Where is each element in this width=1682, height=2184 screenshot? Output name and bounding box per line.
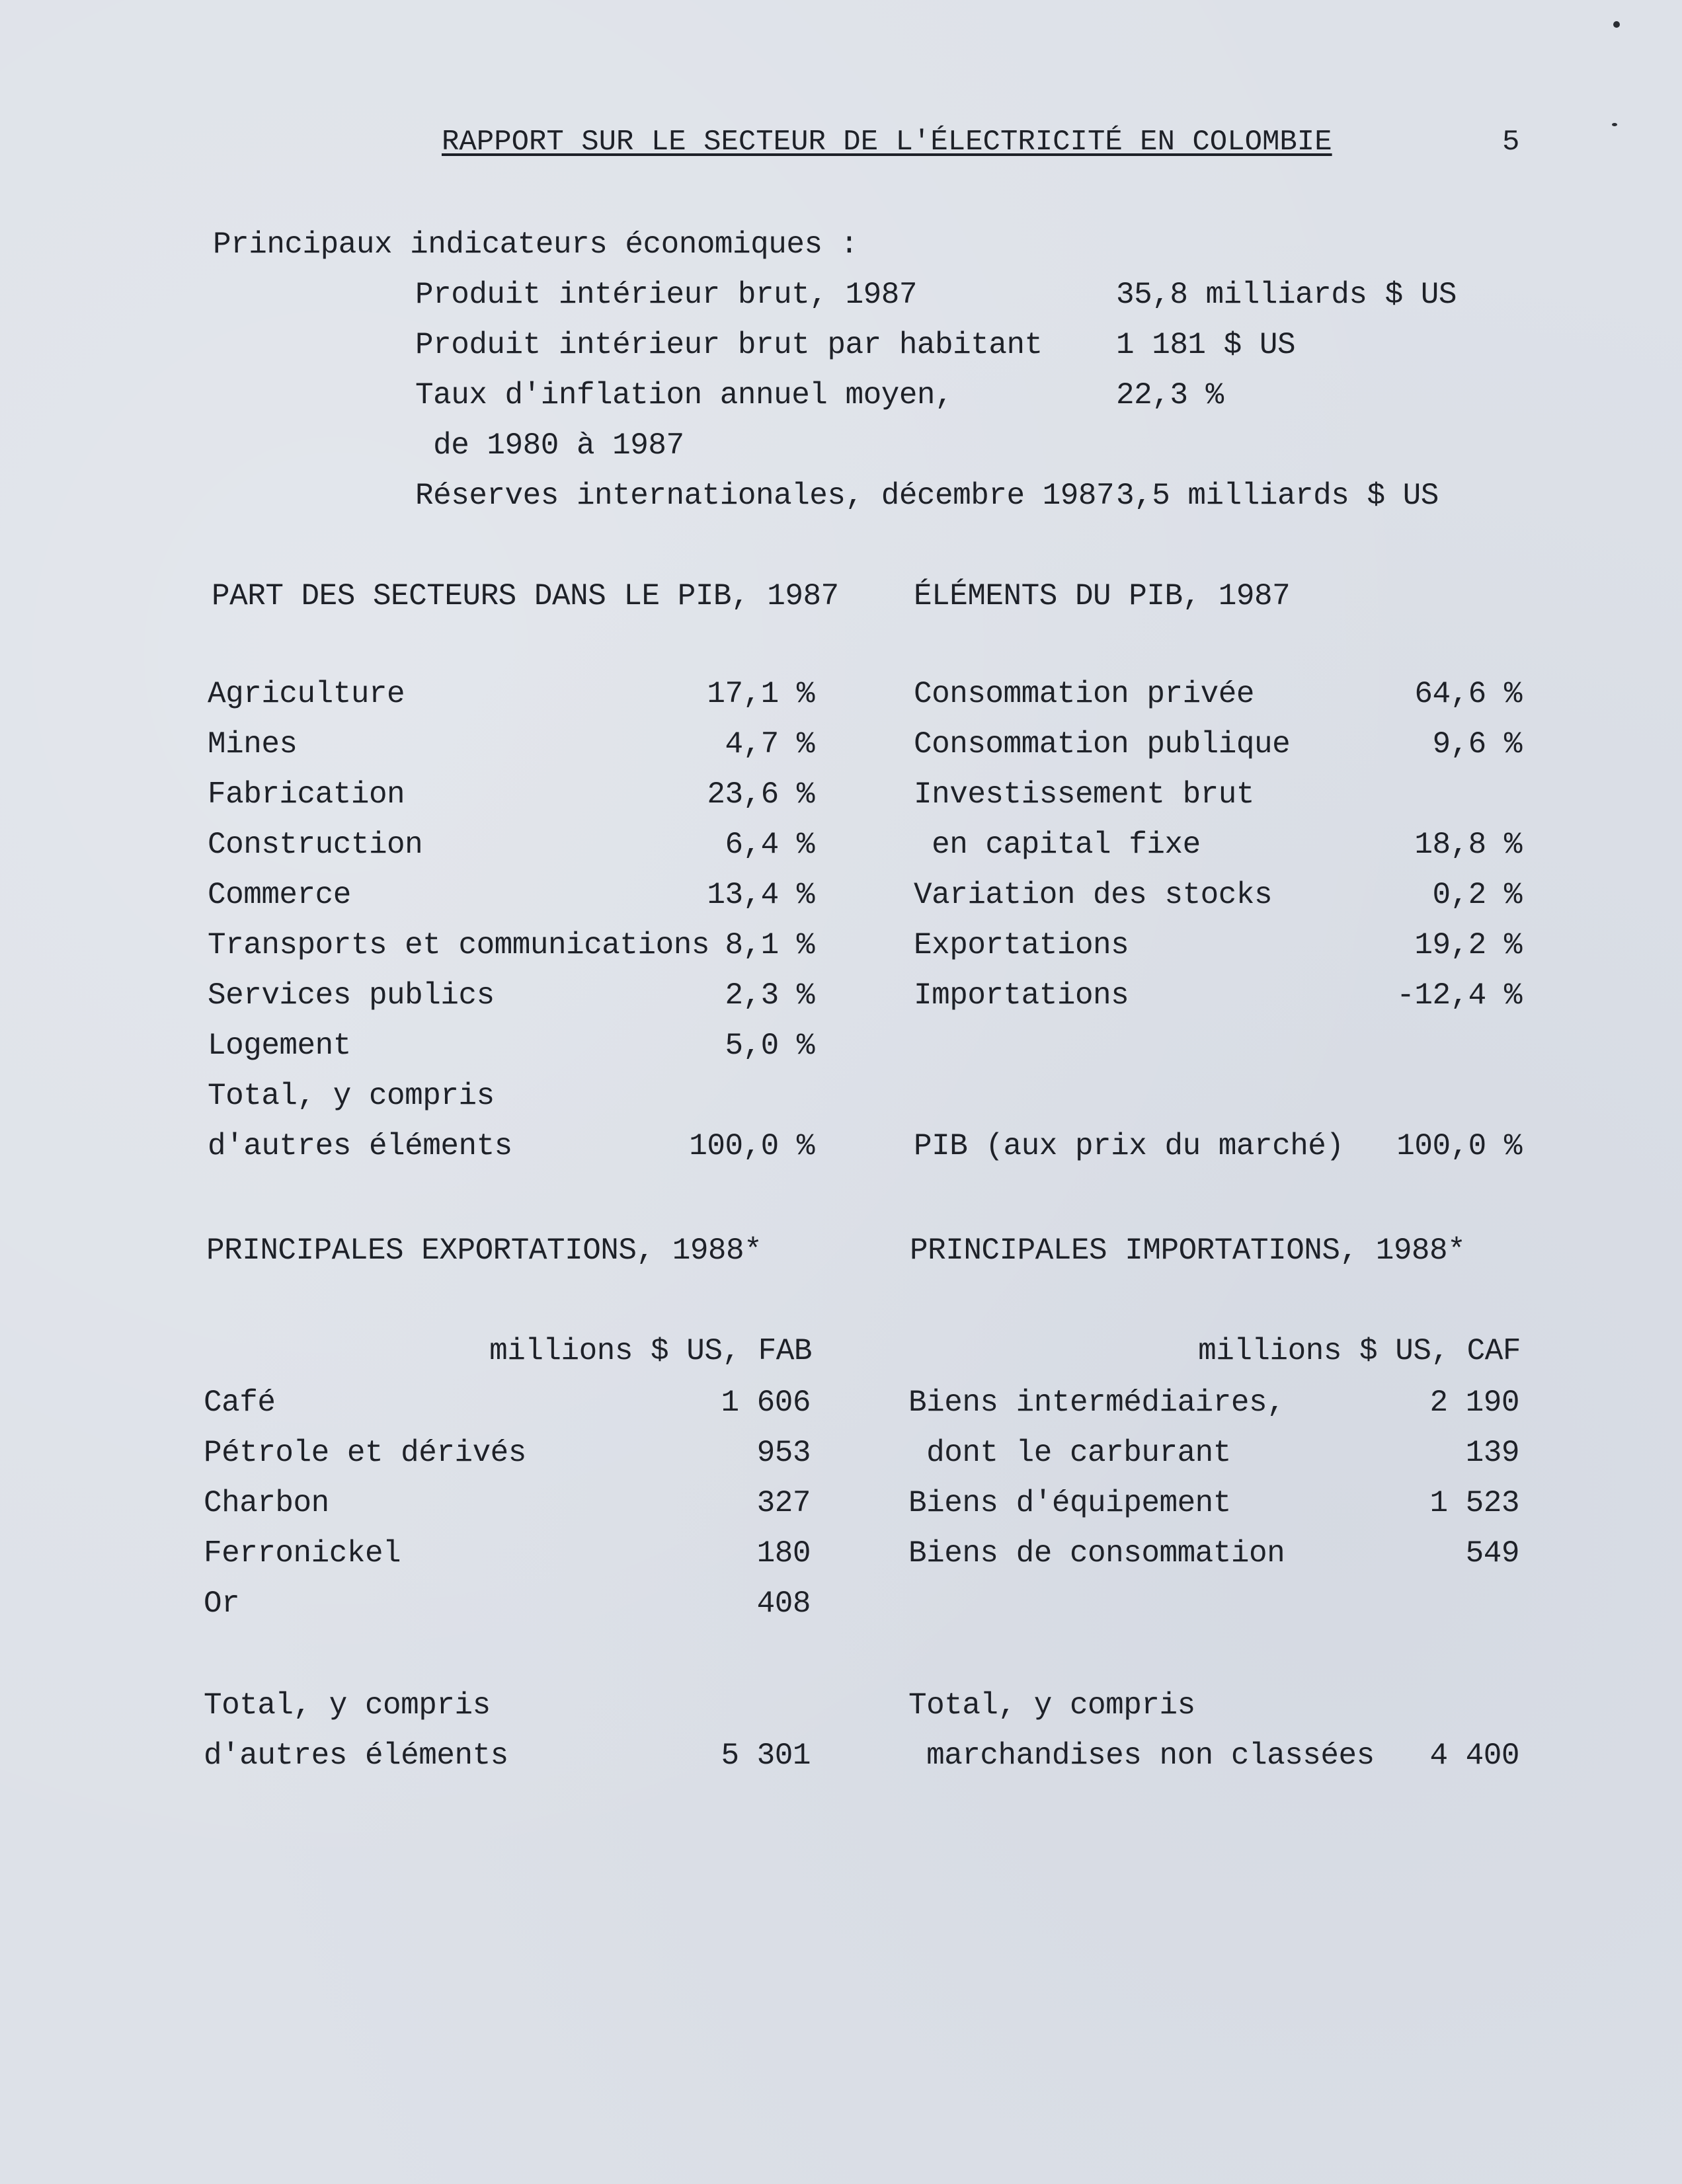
imports-total-value: 4 400 [1429, 1738, 1519, 1773]
gdp-element-value: 64,6 % [1414, 677, 1522, 711]
sector-value: 13,4 % [707, 878, 815, 912]
sector-label: Services publics [208, 978, 495, 1013]
export-value: 408 [756, 1586, 811, 1621]
indicator-value: 22,3 % [1116, 378, 1224, 412]
gdp-element-label: Consommation publique [914, 727, 1291, 761]
export-label: Or [204, 1586, 240, 1621]
gdp-element-value: 0,2 % [1432, 878, 1522, 912]
sector-value: 6,4 % [725, 828, 815, 862]
indicator-label: de 1980 à 1987 [415, 428, 684, 463]
sector-label: Mines [208, 727, 298, 761]
indicator-label: Taux d'inflation annuel moyen, [415, 378, 953, 412]
sector-value: 5,0 % [725, 1029, 815, 1063]
report-title: RAPPORT SUR LE SECTEUR DE L'ÉLECTRICITÉ EN COLOMBIE [442, 126, 1332, 159]
sector-label: Transports et communications [208, 928, 709, 962]
ink-speck [1613, 21, 1620, 28]
import-label: Biens de consommation [908, 1536, 1285, 1571]
gdp-element-label: Exportations [914, 928, 1129, 962]
sector-value: 100,0 % [689, 1129, 815, 1163]
exports-total-value: 5 301 [721, 1738, 811, 1773]
imports-heading: PRINCIPALES IMPORTATIONS, 1988* [910, 1233, 1466, 1268]
sector-label: Commerce [208, 878, 351, 912]
export-value: 327 [756, 1486, 811, 1520]
gdp-elements-heading: ÉLÉMENTS DU PIB, 1987 [914, 579, 1291, 613]
sector-label: Fabrication [208, 777, 405, 812]
imports-unit: millions $ US, CAF [1198, 1334, 1521, 1368]
gdp-element-label: en capital fixe [914, 828, 1201, 862]
export-label: Pétrole et dérivés [204, 1436, 526, 1470]
sector-label: Construction [208, 828, 423, 862]
indicator-value: 1 181 $ US [1116, 328, 1296, 362]
import-value: 139 [1465, 1436, 1519, 1470]
gdp-element-value: 100,0 % [1396, 1129, 1522, 1163]
exports-total-label: d'autres éléments [204, 1738, 508, 1773]
export-value: 180 [756, 1536, 811, 1571]
export-label: Ferronickel [204, 1536, 401, 1571]
exports-total-label: Total, y compris [204, 1688, 491, 1723]
gdp-element-value: 19,2 % [1414, 928, 1522, 962]
sector-label: Agriculture [208, 677, 405, 711]
exports-heading: PRINCIPALES EXPORTATIONS, 1988* [206, 1233, 762, 1268]
gdp-element-label: Investissement brut [914, 777, 1254, 812]
indicator-value: 3,5 milliards $ US [1116, 479, 1439, 513]
gdp-element-value: 9,6 % [1432, 727, 1522, 761]
gdp-element-label: Consommation privée [914, 677, 1254, 711]
page-number: 5 [1502, 126, 1520, 159]
sector-value: 4,7 % [725, 727, 815, 761]
gdp-element-value: -12,4 % [1396, 978, 1522, 1013]
export-value: 1 606 [721, 1385, 811, 1420]
gdp-element-value: 18,8 % [1414, 828, 1522, 862]
export-label: Café [204, 1385, 276, 1420]
indicator-label: Produit intérieur brut, 1987 [415, 278, 917, 312]
ink-speck [1612, 123, 1617, 126]
sector-value: 17,1 % [707, 677, 815, 711]
sector-label: Logement [208, 1029, 351, 1063]
gdp-element-label: PIB (aux prix du marché) [914, 1129, 1344, 1163]
exports-unit: millions $ US, FAB [489, 1334, 812, 1368]
indicator-label: Produit intérieur brut par habitant [415, 328, 1043, 362]
import-label: dont le carburant [908, 1436, 1231, 1470]
export-value: 953 [756, 1436, 811, 1470]
gdp-element-label: Variation des stocks [914, 878, 1273, 912]
import-value: 2 190 [1429, 1385, 1519, 1420]
sector-value: 23,6 % [707, 777, 815, 812]
import-label: Biens intermédiaires, [908, 1385, 1285, 1420]
sector-label: d'autres éléments [208, 1129, 512, 1163]
export-label: Charbon [204, 1486, 329, 1520]
import-value: 549 [1465, 1536, 1519, 1571]
sector-label: Total, y compris [208, 1079, 495, 1113]
sector-value: 8,1 % [725, 928, 815, 962]
imports-total-label: Total, y compris [908, 1688, 1195, 1723]
sectors-heading: PART DES SECTEURS DANS LE PIB, 1987 [212, 579, 839, 613]
import-value: 1 523 [1429, 1486, 1519, 1520]
indicators-heading: Principaux indicateurs économiques : [213, 227, 858, 262]
sector-value: 2,3 % [725, 978, 815, 1013]
indicator-label: Réserves internationales, décembre 1987 [415, 479, 1115, 513]
import-label: Biens d'équipement [908, 1486, 1231, 1520]
imports-total-label: marchandises non classées [908, 1738, 1375, 1773]
gdp-element-label: Importations [914, 978, 1129, 1013]
indicator-value: 35,8 milliards $ US [1116, 278, 1457, 312]
